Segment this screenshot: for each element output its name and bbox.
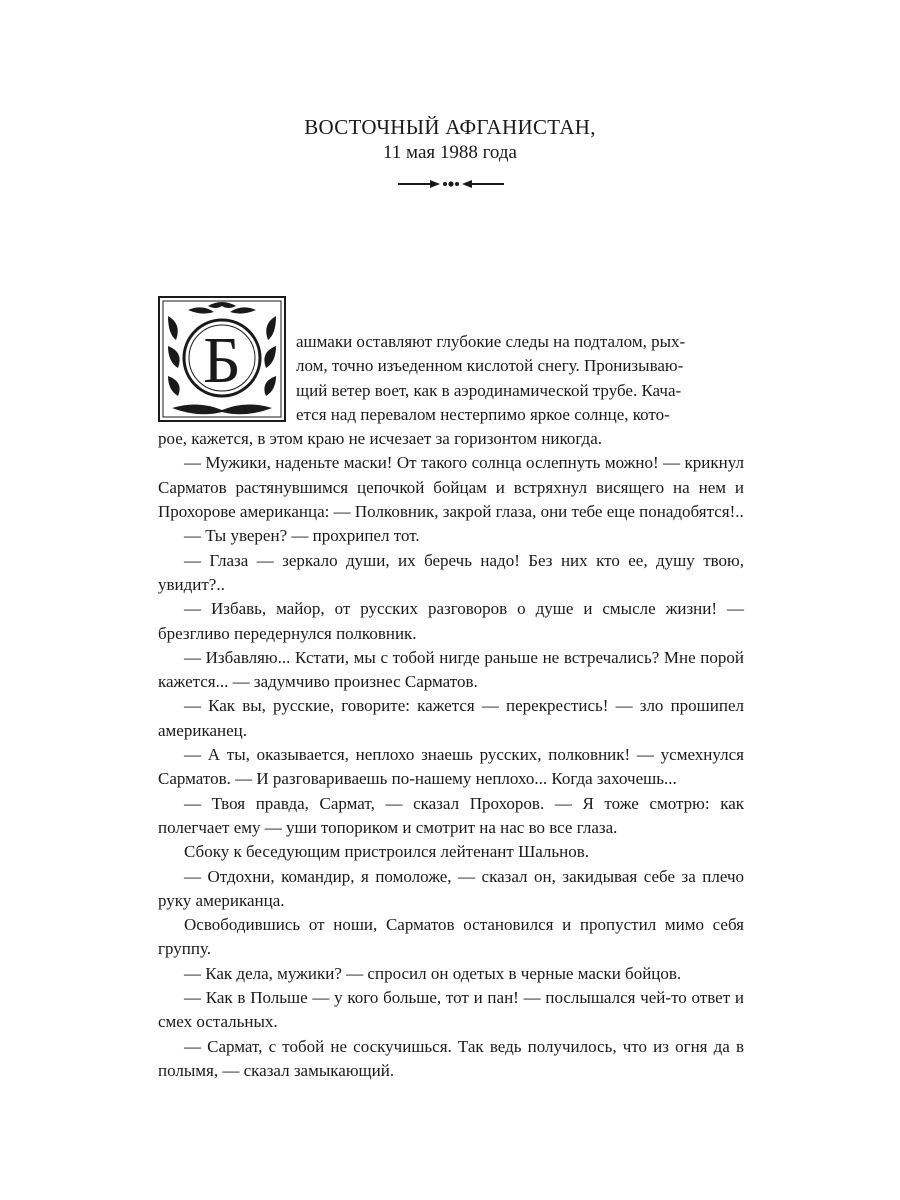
paragraph: — Как в Польше — у кого больше, тот и пан! — послышался чей-то ответ и смех остальных.: [158, 988, 744, 1032]
first-paragraph-line: ашмаки оставляют глубокие следы на подталом, рых-: [296, 332, 686, 351]
paragraph: — Ты уверен? — прохрипел тот.: [184, 526, 420, 546]
first-paragraph-line: лом, точно изъеденном кислотой снегу. Пронизываю-: [296, 356, 684, 376]
paragraph: — Отдохни, командир, я помоложе, — сказал он, закидывая себе за плечо руку американца.: [158, 866, 744, 910]
first-paragraph: [158, 330, 744, 451]
body-text: [158, 330, 744, 1083]
paragraph: — А ты, оказывается, неплохо знаешь русских, полковник! — усмехнулся Сарматов. — И разговариваешь по-нашему неплохо... Когда захочешь...: [158, 745, 744, 789]
paragraph: — Твоя правда, Сармат, — сказал Прохоров. — Я тоже смотрю: как полегчает ему — уши топориком и смотрит на нас во все глаза.: [158, 793, 744, 837]
ornament-divider-icon: [396, 178, 506, 190]
paragraph: — Избавляю... Кстати, мы с тобой нигде раньше не встречались? Мне порой кажется... — задумчиво произнес Сарматов.: [158, 647, 744, 692]
paragraph: — Как дела, мужики? — спросил он одетых в черные маски бойцов.: [184, 963, 682, 983]
paragraph: Сбоку к беседующим пристроился лейтенант Шальнов.: [184, 842, 590, 862]
first-paragraph-line: щий ветер воет, как в аэродинамической трубе. Кача-: [296, 380, 682, 400]
paragraph: Освободившись от ноши, Сарматов остановился и пропустил мимо себя группу.: [158, 915, 744, 959]
dropcap-letter: Б: [203, 324, 241, 397]
paragraph: — Мужики, наденьте маски! От такого солнца ослепнуть можно! — крикнул Сарматов растянувшимся цепочкой бойцам и встряхнул висящего на нем и Прохорове американца: — Полковник, закрой глаза, они тебе еще понадобятся!..: [158, 453, 744, 522]
first-paragraph-rest: рое, кажется, в этом краю не исчезает за горизонтом никогда.: [158, 429, 602, 449]
chapter-date: 11 мая 1988 года: [383, 142, 517, 163]
paragraph: — Сармат, с тобой не соскучишься. Так ведь получилось, что из огня да в полымя, — сказал замыкающий.: [158, 1036, 744, 1080]
first-paragraph-line: ется над перевалом нестерпимо яркое солнце, кото-: [296, 404, 670, 424]
chapter-title: ВОСТОЧНЫЙ АФГАНИСТАН,: [304, 115, 596, 139]
paragraph: — Как вы, русские, говорите: кажется — перекрестись! — зло прошипел американец.: [158, 696, 744, 740]
paragraph: — Избавь, майор, от русских разговоров о душе и смысле жизни! — брезгливо передернулся полковник.: [158, 599, 744, 643]
paragraph: — Глаза — зеркало души, их беречь надо! Без них кто ее, душу твою, увидит?..: [158, 550, 744, 594]
chapter-heading: [0, 114, 900, 165]
